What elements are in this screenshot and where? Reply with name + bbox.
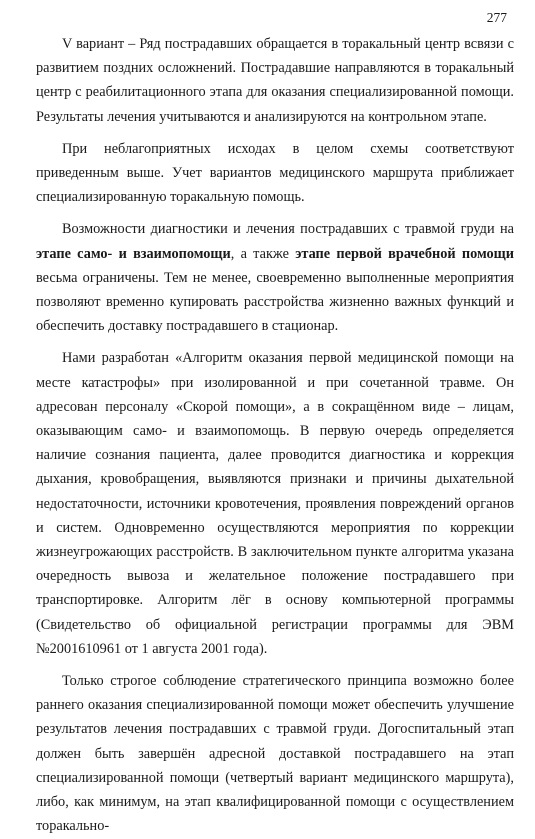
paragraph-text-segment: весьма ограничены. Тем не менее, своевременно выполненные мероприятия позволяют временно купировать расстройства жизненно важных функций и обеспечить доставку пострадавшего в стационар. (36, 269, 514, 335)
page-number: 277 (486, 10, 507, 25)
paragraph-text-segment: , а также (230, 245, 296, 262)
paragraph-diagnostic-capabilities (36, 217, 514, 338)
bold-term-first-aid-stage: этапе первой врачебной помощи (295, 245, 514, 262)
paragraph-first-aid-algorithm: Нами разработан «Алгоритм оказания первой медицинской помощи на месте катастрофы» при изолированной и при сочетанной травме. Он адресован персоналу «Скорой помощи», а в сокращённом виде – лицам, оказывающим само- и взаимопомощь. В первую очередь определяется наличие сознания пациента, далее проводится диагностика и коррекция дыхания, кровобращения, выявляются признаки и причины дыхательной недостаточности, источники кровотечения, проявления повреждений органов и систем. Одновременно осуществляются мероприятия по коррекции жизнеугрожающих расстройств. В заключительном пункте алгоритма указана очередность вывоза и желательное положение пострадавшего при транспортировке. Алгоритм лёг в основу компьютерной программы (Свидетельство об официальной регистрации программы для ЭВМ №2001610961 от 1 августа 2001 года). (36, 350, 514, 657)
paragraph-text-segment: Возможности диагностики и лечения пострадавших с травмой груди на (62, 221, 514, 238)
paragraph-unfavorable-outcomes: При неблагоприятных исходах в целом схемы соответствуют приведенным выше. Учет вариантов медицинского маршрута приближает специализированную торакальную помощь. (36, 140, 514, 206)
bold-term-self-help-stage: этапе само- и взаимопомощи (36, 245, 231, 262)
paragraph-variant-5: V вариант – Ряд пострадавших обращается в торакальный центр всвязи с развитием поздних осложнений. Пострадавшие направляются в торакальный центр с реабилитационного этапа для оказания специализированной помощи. Результаты лечения учитываются и анализируются на контрольном этапе. (36, 36, 514, 125)
page-body (36, 32, 514, 839)
paragraph-strategic-principle: Только строгое соблюдение стратегического принципа возможно более раннего оказания специализированной помощи может обеспечить улучшение результатов лечения пострадавших с травмой груди. Догоспитальный этап должен быть завершён адресной доставкой пострадавшего на этап специализированной помощи (четвертый вариант медицинского маршрута), либо, как минимум, на этап квалифицированной помощи с осуществлением торакально- (36, 673, 514, 835)
